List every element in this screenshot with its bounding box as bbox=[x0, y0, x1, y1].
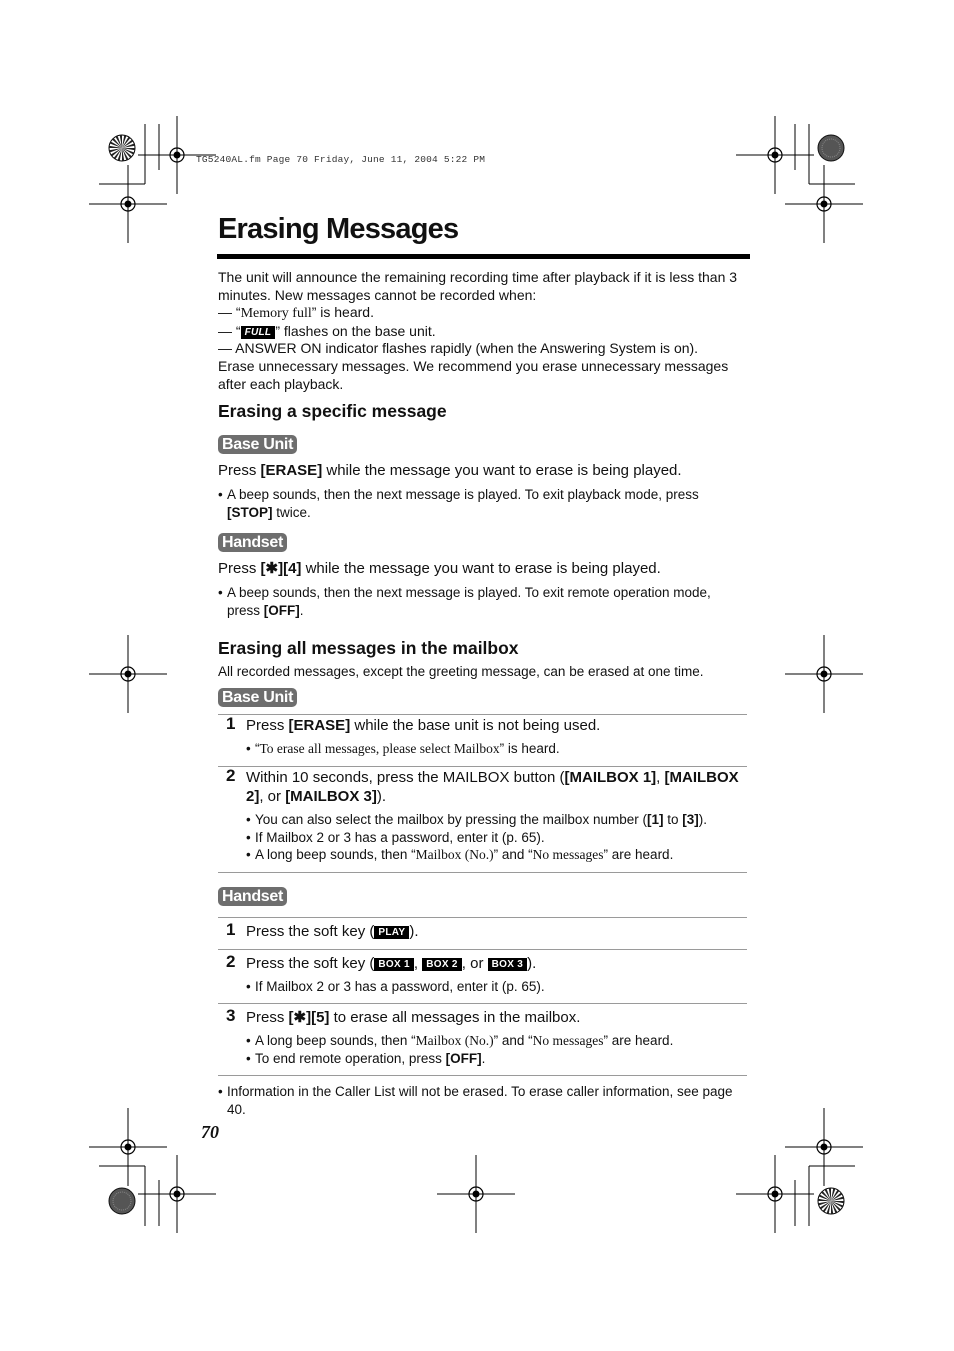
step-divider bbox=[218, 872, 747, 873]
registration-crosshair-icon bbox=[736, 116, 814, 194]
page-number: 70 bbox=[201, 1122, 219, 1142]
base-step-1: Press [ERASE] while the base unit is not being used. bbox=[246, 717, 601, 734]
list-item: • To end remote operation, press [OFF]. bbox=[246, 1050, 746, 1068]
base-unit-label: Base Unit bbox=[218, 435, 297, 454]
step-number: 3 bbox=[226, 1006, 236, 1025]
handset-step-3: Press [✱][5] to erase all messages in the mailbox. bbox=[246, 1009, 581, 1026]
step-divider bbox=[218, 1003, 747, 1004]
intro-text bbox=[218, 269, 750, 393]
section-heading-all: Erasing all messages in the mailbox bbox=[218, 638, 519, 658]
footer-note: • Information in the Caller List will not be erased. To erase caller information, see page 40. bbox=[218, 1083, 743, 1119]
registration-crosshair-icon bbox=[89, 635, 167, 713]
section-all-desc: All recorded messages, except the greeting message, can be erased at one time. bbox=[218, 664, 704, 679]
list-item: • If Mailbox 2 or 3 has a password, enter it (p. 65). bbox=[246, 829, 746, 847]
step-divider bbox=[218, 949, 747, 950]
section-heading-specific: Erasing a specific message bbox=[218, 401, 447, 421]
registration-crosshair-icon bbox=[736, 1155, 814, 1233]
step-number: 2 bbox=[226, 766, 236, 785]
registration-crosshair-icon bbox=[437, 1155, 515, 1233]
halftone-target-icon bbox=[109, 1188, 135, 1214]
starburst-target-icon bbox=[109, 135, 135, 161]
registration-crosshair-icon bbox=[785, 635, 863, 713]
handset-step-2: Press the soft key ( BOX 1 , BOX 2 , or BOX 3 ). bbox=[246, 955, 537, 972]
registration-crosshair-icon bbox=[785, 165, 863, 243]
starburst-target-icon bbox=[818, 1188, 844, 1214]
page-title: Erasing Messages bbox=[218, 213, 459, 245]
base-unit-label-2: Base Unit bbox=[218, 688, 297, 707]
handset-label: Handset bbox=[218, 533, 287, 552]
play-softkey-icon: PLAY bbox=[374, 926, 409, 939]
registration-crosshair-icon bbox=[785, 1108, 863, 1186]
step-divider bbox=[218, 917, 747, 918]
intro-line2: Erase unnecessary messages. We recommend you erase unnecessary messages after each playback. bbox=[218, 357, 729, 392]
file-meta-header: TG5240AL.fm Page 70 Friday, June 11, 2004 5:22 PM bbox=[196, 154, 486, 165]
base-unit-note: • A beep sounds, then the next message is played. To exit playback mode, press [STOP] twice. bbox=[218, 486, 738, 522]
registration-crosshair-icon bbox=[138, 1155, 216, 1233]
step-divider bbox=[218, 766, 747, 767]
base-step-2-notes bbox=[246, 811, 746, 864]
box1-softkey-icon: BOX 1 bbox=[374, 958, 414, 971]
step-divider bbox=[218, 1075, 747, 1076]
intro-item-memory-full: — “Memory full” is heard. bbox=[218, 304, 374, 322]
list-item: • You can also select the mailbox by pressing the mailbox number ([1] to [3]). bbox=[246, 811, 746, 829]
star-key-icon: ✱ bbox=[293, 1009, 307, 1026]
handset-note: • A beep sounds, then the next message is played. To exit remote operation mode, press [OFF]. bbox=[218, 584, 746, 620]
box3-softkey-icon: BOX 3 bbox=[488, 958, 528, 971]
handset-step-2-note: • If Mailbox 2 or 3 has a password, enter it (p. 65). bbox=[246, 978, 746, 996]
base-step-1-note: • “To erase all messages, please select Mailbox” is heard. bbox=[246, 740, 746, 758]
intro-item-answer-on: — ANSWER ON indicator flashes rapidly (when the Answering System is on). bbox=[218, 340, 699, 357]
step-number: 1 bbox=[226, 920, 236, 939]
base-step-2: Within 10 seconds, press the MAILBOX button ([MAILBOX 1], [MAILBOX 2], or [MAILBOX 3]). bbox=[246, 769, 739, 805]
registration-crosshair-icon bbox=[89, 1108, 167, 1186]
step-number: 1 bbox=[226, 714, 236, 733]
base-unit-instruction: Press [ERASE] while the message you want to erase is being played. bbox=[218, 462, 682, 479]
handset-step-1: Press the soft key ( PLAY ). bbox=[246, 923, 419, 940]
list-item: • A long beep sounds, then “Mailbox (No.)” and “No messages” are heard. bbox=[246, 846, 746, 864]
step-number: 2 bbox=[226, 952, 236, 971]
step-divider bbox=[218, 714, 747, 715]
star-key-icon: ✱ bbox=[265, 560, 279, 577]
intro-item-full-indicator: — “ FULL ” flashes on the base unit. bbox=[218, 322, 436, 339]
handset-instruction: Press [✱][4] while the message you want to erase is being played. bbox=[218, 560, 661, 577]
full-display-icon: FULL bbox=[241, 326, 276, 339]
registration-crosshair-icon bbox=[89, 165, 167, 243]
intro-line1: The unit will announce the remaining recording time after playback if it is less than 3 minutes. New messages cannot be recorded when: bbox=[218, 269, 738, 303]
list-item: • A long beep sounds, then “Mailbox (No.)” and “No messages” are heard. bbox=[246, 1032, 746, 1050]
handset-label-2: Handset bbox=[218, 887, 287, 906]
halftone-target-icon bbox=[818, 135, 844, 161]
handset-step-3-notes bbox=[246, 1032, 746, 1067]
title-rule bbox=[217, 254, 750, 259]
box2-softkey-icon: BOX 2 bbox=[422, 958, 462, 971]
